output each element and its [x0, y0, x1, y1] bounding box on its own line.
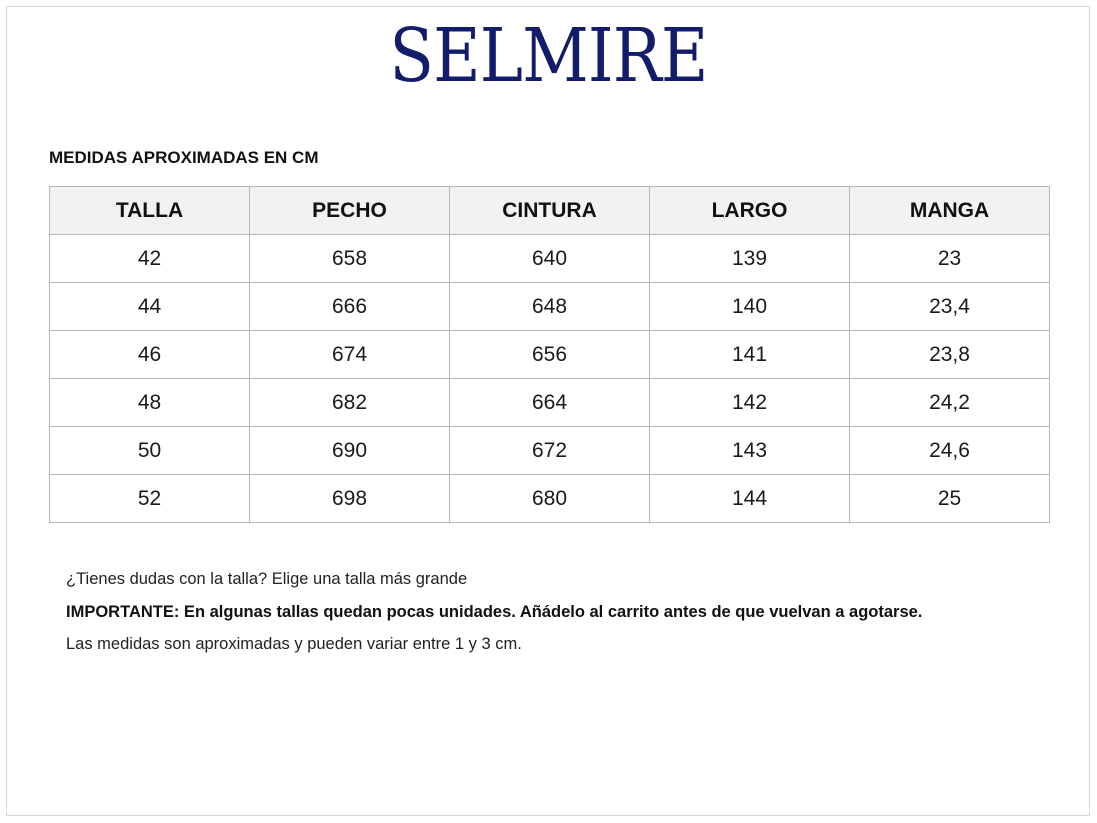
table-cell: 23: [850, 235, 1050, 283]
table-cell: 656: [450, 331, 650, 379]
table-row: [50, 283, 1050, 331]
table-cell: 139: [650, 235, 850, 283]
size-chart-table: [49, 186, 1050, 523]
table-cell: 140: [650, 283, 850, 331]
table-cell: 664: [450, 379, 650, 427]
stock-warning-note: IMPORTANTE: En algunas tallas quedan pocas unidades. Añádelo al carrito antes de que vuelvan a agotarse.: [66, 602, 923, 621]
table-cell: 141: [650, 331, 850, 379]
column-header-cintura: CINTURA: [450, 187, 650, 235]
table-cell: 50: [50, 427, 250, 475]
table-cell: 24,6: [850, 427, 1050, 475]
table-cell: 48: [50, 379, 250, 427]
column-header-manga: MANGA: [850, 187, 1050, 235]
table-cell: 680: [450, 475, 650, 523]
table-cell: 23,4: [850, 283, 1050, 331]
table-cell: 24,2: [850, 379, 1050, 427]
column-header-talla: TALLA: [50, 187, 250, 235]
table-row: [50, 379, 1050, 427]
table-row: [50, 235, 1050, 283]
table-cell: 648: [450, 283, 650, 331]
table-cell: 143: [650, 427, 850, 475]
table-cell: 142: [650, 379, 850, 427]
table-cell: 42: [50, 235, 250, 283]
table-cell: 44: [50, 283, 250, 331]
table-row: [50, 331, 1050, 379]
table-cell: 690: [250, 427, 450, 475]
table-cell: 23,8: [850, 331, 1050, 379]
measurement-disclaimer: Las medidas son aproximadas y pueden variar entre 1 y 3 cm.: [66, 635, 522, 653]
table-cell: 674: [250, 331, 450, 379]
table-subtitle: MEDIDAS APROXIMADAS EN CM: [49, 148, 319, 167]
table-cell: 698: [250, 475, 450, 523]
table-cell: 144: [650, 475, 850, 523]
notes-section: [66, 568, 922, 666]
table-cell: 46: [50, 331, 250, 379]
table-header-row: [50, 187, 1050, 235]
table-row: [50, 475, 1050, 523]
table-cell: 666: [250, 283, 450, 331]
column-header-largo: LARGO: [650, 187, 850, 235]
size-advice-note: ¿Tienes dudas con la talla? Elige una talla más grande: [66, 570, 468, 588]
table-cell: 682: [250, 379, 450, 427]
table-cell: 25: [850, 475, 1050, 523]
table-row: [50, 427, 1050, 475]
column-header-pecho: PECHO: [250, 187, 450, 235]
table-cell: 640: [450, 235, 650, 283]
brand-logo: SELMIRE: [389, 13, 708, 99]
table-cell: 672: [450, 427, 650, 475]
table-cell: 658: [250, 235, 450, 283]
table-cell: 52: [50, 475, 250, 523]
